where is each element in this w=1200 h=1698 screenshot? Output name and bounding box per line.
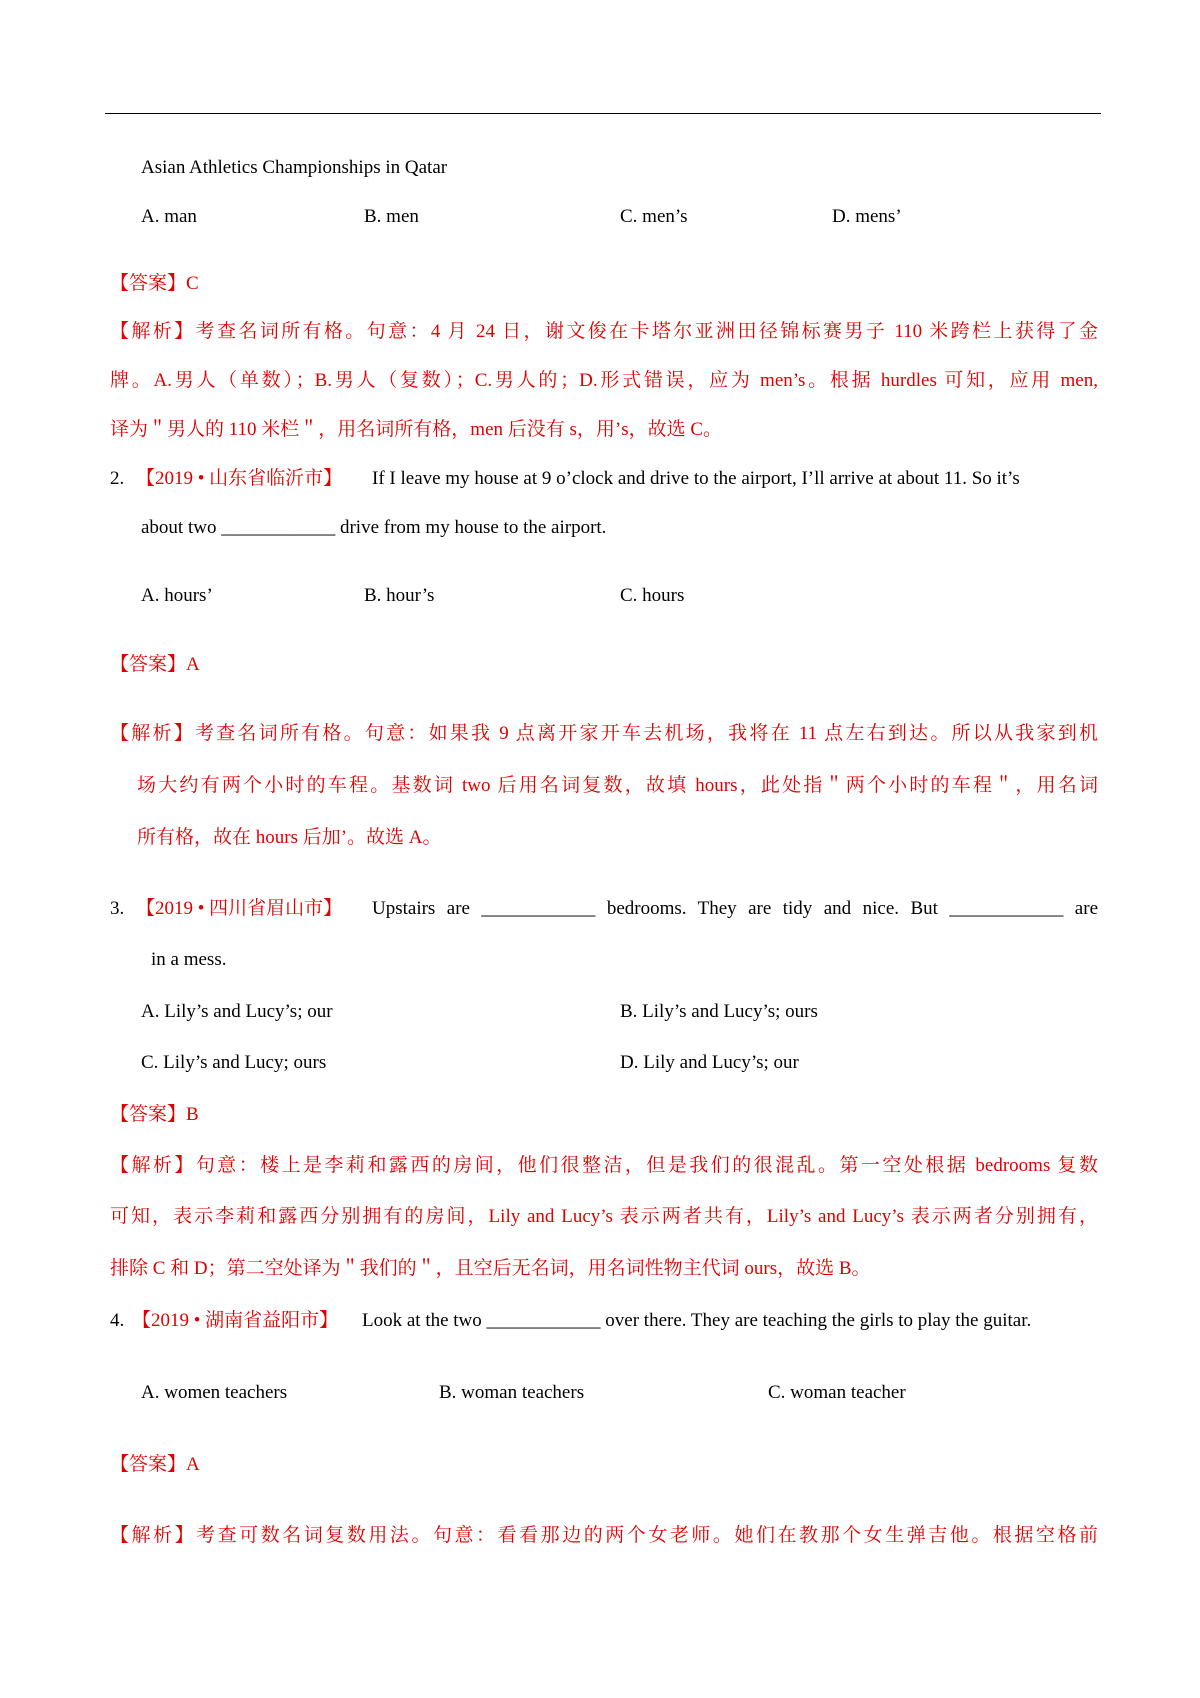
q4-answer: 【答案】A (110, 1454, 200, 1475)
q3-number: 3. (110, 898, 125, 919)
q4-analysis-line-1: 【解析】考查可数名词复数用法。句意：看看那边的两个女老师。她们在教那个女生弹吉他。根据空格前 (110, 1525, 1098, 1546)
q4-number: 4. (110, 1310, 125, 1331)
q1-analysis-line-2: 牌。A.男人（单数）；B.男人（复数）；C.男人的；D.形式错误，应为 men’s。根据 hurdles 可知，应用 men, (110, 370, 1098, 391)
q2-analysis-line-2: 场大约有两个小时的车程。基数词 two 后用名词复数，故填 hours，此处指＂两个小时的车程＂，用名词 (137, 775, 1098, 796)
q3-analysis-line-1: 【解析】句意：楼上是李莉和露西的房间，他们很整洁，但是我们的很混乱。第一空处根据 bedrooms 复数 (110, 1155, 1098, 1176)
q2-number: 2. (110, 468, 125, 489)
q2-stem-line-2: about two ____________ drive from my house to the airport. (141, 517, 607, 538)
q2-answer: 【答案】A (110, 654, 200, 675)
q1-answer: 【答案】C (110, 273, 199, 294)
q1-analysis-line-3: 译为＂男人的 110 米栏＂，用名词所有格，men 后没有 s，用’s，故选 C。 (110, 419, 723, 440)
q1-option-a: A. man (141, 206, 197, 227)
q4-option-c: C. woman teacher (768, 1382, 906, 1403)
q3-option-d: D. Lily and Lucy’s; our (620, 1052, 799, 1073)
header-rule (105, 113, 1101, 114)
q1-stem-tail: Asian Athletics Championships in Qatar (141, 157, 448, 178)
q2-analysis-line-1: 【解析】考查名词所有格。句意：如果我 9 点离开家开车去机场，我将在 11 点左右到达。所以从我家到机 (110, 723, 1098, 744)
q3-source: 【2019 • 四川省眉山市】 (136, 898, 343, 919)
q2-option-a: A. hours’ (141, 585, 213, 606)
q2-source: 【2019 • 山东省临沂市】 (136, 468, 343, 489)
q2-analysis-line-3: 所有格，故在 hours 后加’。故选 A。 (137, 827, 442, 848)
q2-option-b: B. hour’s (364, 585, 435, 606)
q3-option-a: A. Lily’s and Lucy’s; our (141, 1001, 333, 1022)
q3-stem-line-1: Upstairs are ____________ bedrooms. They are tidy and nice. But ____________ are (372, 898, 1098, 919)
q4-source: 【2019 • 湖南省益阳市】 (132, 1310, 339, 1331)
q4-option-a: A. women teachers (141, 1382, 288, 1403)
q2-option-c: C. hours (620, 585, 685, 606)
q1-option-c: C. men’s (620, 206, 688, 227)
q3-analysis-line-2: 可知，表示李莉和露西分别拥有的房间，Lily and Lucy’s 表示两者共有，Lily’s and Lucy’s 表示两者分别拥有， (110, 1206, 1098, 1227)
q3-option-c: C. Lily’s and Lucy; ours (141, 1052, 327, 1073)
q1-analysis-line-1: 【解析】考查名词所有格。句意：4 月 24 日，谢文俊在卡塔尔亚洲田径锦标赛男子 110 米跨栏上获得了金 (110, 321, 1098, 342)
q3-answer: 【答案】B (110, 1104, 199, 1125)
q2-stem-line-1: If I leave my house at 9 o’clock and drive to the airport, I’ll arrive at about 11. So it’s (372, 468, 1020, 489)
q3-option-b: B. Lily’s and Lucy’s; ours (620, 1001, 818, 1022)
q4-stem-line-1: Look at the two ____________ over there. They are teaching the girls to play the guitar. (362, 1310, 1032, 1331)
q1-option-b: B. men (364, 206, 419, 227)
q3-stem-line-2: in a mess. (151, 949, 227, 970)
q4-option-b: B. woman teachers (439, 1382, 585, 1403)
q3-analysis-line-3: 排除 C 和 D；第二空处译为＂我们的＂，且空后无名词，用名词性物主代词 ours，故选 B。 (110, 1258, 871, 1279)
q1-option-d: D. mens’ (832, 206, 902, 227)
